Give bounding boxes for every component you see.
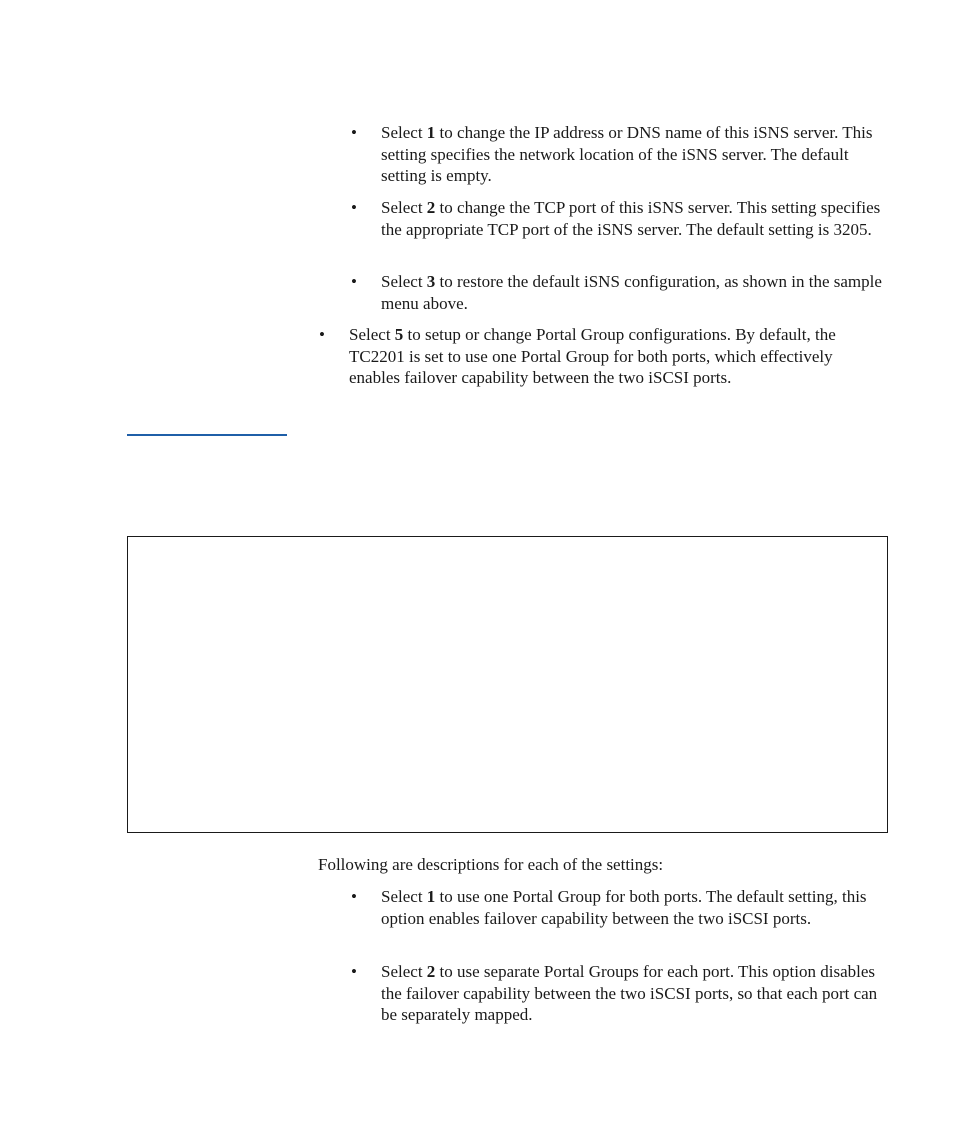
bullet-key: 1: [426, 123, 436, 142]
bullet-prefix: Select: [381, 962, 427, 981]
portal-option-bullet-1: [351, 886, 886, 929]
bullet-prefix: Select: [381, 123, 427, 142]
sample-menu-box: [127, 536, 888, 833]
bullet-text: to setup or change Portal Group configurations. By default, the TC2201 is set to use one Portal Group for both ports, which effectively enables failover capability between the two iSCSI ports.: [349, 325, 836, 387]
settings-intro: Following are descriptions for each of the settings:: [318, 855, 664, 874]
bullet-text: to use separate Portal Groups for each port. This option disables the failover capability between the two iSCSI ports, so that each port can be separately mapped.: [381, 962, 878, 1024]
bullet-dot: •: [351, 123, 357, 142]
bullet-text: to restore the default iSNS configuration, as shown in the sample menu above.: [381, 272, 882, 313]
bullet-dot: •: [319, 325, 325, 344]
bullet-key: 2: [426, 198, 436, 217]
bullet-dot: •: [351, 198, 357, 217]
bullet-dot: •: [351, 272, 357, 291]
bullet-prefix: Select: [349, 325, 395, 344]
bullet-text: to change the TCP port of this iSNS server. This setting specifies the appropriate TCP port of the iSNS server. The default setting is 3205.: [381, 198, 881, 239]
section-heading-rule: [127, 434, 287, 436]
isns-bullet-1: [351, 122, 881, 187]
isns-bullet-3: [351, 271, 896, 314]
bullet-prefix: Select: [381, 198, 427, 217]
bullet-prefix: Select: [381, 887, 427, 906]
bullet-prefix: Select: [381, 272, 427, 291]
bullet-text: to use one Portal Group for both ports. The default setting, this option enables failover capability between the two iSCSI ports.: [381, 887, 867, 928]
bullet-key: 1: [426, 887, 436, 906]
bullet-key: 5: [394, 325, 404, 344]
bullet-dot: •: [351, 887, 357, 906]
bullet-key: 2: [426, 962, 436, 981]
portal-group-bullet: [319, 324, 879, 389]
bullet-key: 3: [426, 272, 436, 291]
bullet-text: to change the IP address or DNS name of this iSNS server. This setting specifies the network location of the iSNS server. The default setting is empty.: [381, 123, 873, 185]
isns-bullet-2: [351, 197, 896, 240]
portal-option-bullet-2: [351, 961, 886, 1026]
bullet-dot: •: [351, 962, 357, 981]
